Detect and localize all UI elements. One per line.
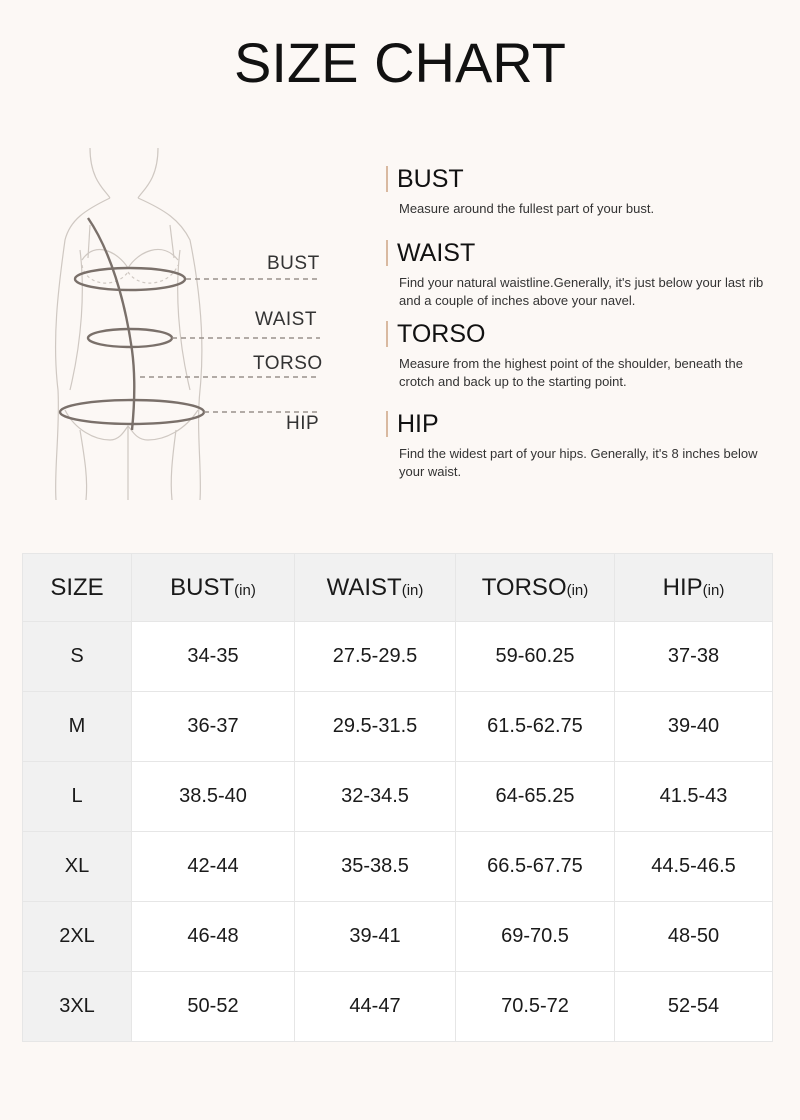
section-heading: HIP	[386, 411, 776, 437]
section-description: Measure from the highest point of the shoulder, beneath the crotch and back up to the starting point.	[399, 356, 744, 389]
waist-cell: 29.5-31.5	[295, 692, 456, 762]
hip-cell: 37-38	[615, 622, 773, 692]
size-cell: XL	[23, 832, 132, 902]
size-cell: M	[23, 692, 132, 762]
section-description: Measure around the fullest part of your bust.	[399, 201, 655, 216]
size-cell: S	[23, 622, 132, 692]
table-row	[23, 622, 773, 692]
bust-cell: 36-37	[132, 692, 295, 762]
waist-cell: 27.5-29.5	[295, 622, 456, 692]
torso-cell: 70.5-72	[456, 972, 615, 1042]
figure-label-waist: WAIST	[255, 309, 317, 330]
hip-cell: 39-40	[615, 692, 773, 762]
header-label: SIZE	[50, 573, 104, 601]
section-description: Find the widest part of your hips. Generally, it's 8 inches below your waist.	[399, 446, 758, 479]
size-table	[22, 553, 773, 1042]
waist-cell: 32-34.5	[295, 762, 456, 832]
header-hip	[615, 554, 773, 622]
header-unit: (in)	[702, 581, 725, 599]
header-torso	[456, 554, 615, 622]
section-heading: WAIST	[386, 240, 776, 266]
section-description: Find your natural waistline.Generally, it's just below your last rib and a couple of inches above your navel.	[399, 275, 764, 308]
section-torso	[386, 321, 776, 391]
header-bust	[132, 554, 295, 622]
body-figure	[40, 140, 340, 510]
torso-cell: 61.5-62.75	[456, 692, 615, 762]
table-row	[23, 902, 773, 972]
section-heading: TORSO	[386, 321, 776, 347]
section-hip	[386, 411, 776, 481]
waist-cell: 39-41	[295, 902, 456, 972]
torso-cell: 64-65.25	[456, 762, 615, 832]
figure-label-bust: BUST	[267, 253, 320, 274]
bust-cell: 50-52	[132, 972, 295, 1042]
bust-cell: 38.5-40	[132, 762, 295, 832]
hip-cell: 52-54	[615, 972, 773, 1042]
header-label: WAIST	[326, 573, 402, 601]
size-cell: 2XL	[23, 902, 132, 972]
hip-cell: 41.5-43	[615, 762, 773, 832]
section-waist	[386, 240, 776, 310]
hip-cell: 44.5-46.5	[615, 832, 773, 902]
header-label: HIP	[662, 573, 703, 601]
section-heading: BUST	[386, 166, 776, 192]
page-title: SIZE CHART	[234, 31, 566, 94]
table-row	[23, 972, 773, 1042]
hip-cell: 48-50	[615, 902, 773, 972]
bust-cell: 42-44	[132, 832, 295, 902]
table-row	[23, 692, 773, 762]
section-bust	[386, 166, 776, 218]
waist-cell: 44-47	[295, 972, 456, 1042]
header-label: BUST	[170, 573, 235, 601]
table-row	[23, 762, 773, 832]
table-row	[23, 832, 773, 902]
table-header-row	[23, 554, 773, 622]
figure-label-torso: TORSO	[253, 353, 323, 374]
size-cell: L	[23, 762, 132, 832]
size-cell: 3XL	[23, 972, 132, 1042]
header-unit: (in)	[234, 581, 256, 599]
waist-cell: 35-38.5	[295, 832, 456, 902]
bust-cell: 34-35	[132, 622, 295, 692]
torso-cell: 69-70.5	[456, 902, 615, 972]
header-waist	[295, 554, 456, 622]
header-size	[23, 554, 132, 622]
header-unit: (in)	[401, 581, 424, 599]
bust-cell: 46-48	[132, 902, 295, 972]
torso-cell: 59-60.25	[456, 622, 615, 692]
torso-cell: 66.5-67.75	[456, 832, 615, 902]
header-unit: (in)	[566, 581, 589, 599]
header-label: TORSO	[481, 573, 567, 601]
figure-label-hip: HIP	[286, 413, 320, 434]
